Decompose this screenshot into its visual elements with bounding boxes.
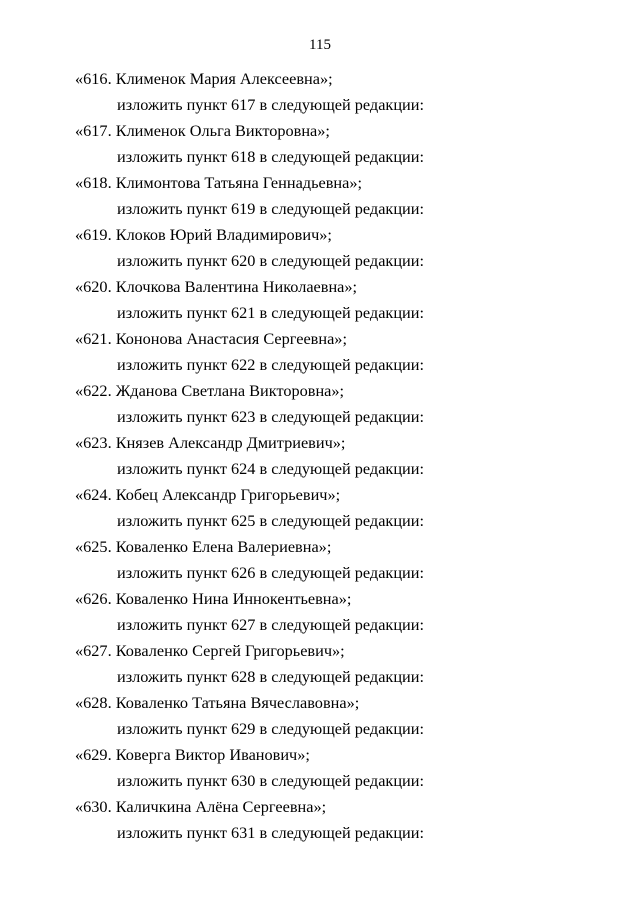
amendment-instruction: изложить пункт 621 в следующей редакции: [117,303,425,322]
amendment-instruction: изложить пункт 618 в следующей редакции: [117,147,425,166]
amendment-instruction: изложить пункт 629 в следующей редакции: [117,719,425,738]
amendment-entry: «628. Коваленко Татьяна Вячеславовна»; [75,693,360,712]
amendment-instruction: изложить пункт 625 в следующей редакции: [117,511,425,530]
amendment-instruction: изложить пункт 620 в следующей редакции: [117,251,425,270]
page-number: 115 [309,37,331,53]
document-body [0,66,640,846]
amendment-instruction: изложить пункт 622 в следующей редакции: [117,355,425,374]
amendment-entry: «616. Клименок Мария Алексеевна»; [75,69,333,88]
amendment-entry: «624. Кобец Александр Григорьевич»; [75,485,341,504]
amendment-instruction: изложить пункт 630 в следующей редакции: [117,771,425,790]
amendment-entry: «627. Коваленко Сергей Григорьевич»; [75,641,345,660]
amendment-entry: «629. Коверга Виктор Иванович»; [75,745,310,764]
amendment-entry: «626. Коваленко Нина Иннокентьевна»; [75,589,352,608]
amendment-entry: «630. Каличкина Алёна Сергеевна»; [75,797,327,816]
amendment-instruction: изложить пункт 617 в следующей редакции: [117,95,425,114]
amendment-instruction: изложить пункт 631 в следующей редакции: [117,823,425,842]
amendment-instruction: изложить пункт 627 в следующей редакции: [117,615,425,634]
amendment-entry: «625. Коваленко Елена Валериевна»; [75,537,332,556]
amendment-instruction: изложить пункт 623 в следующей редакции: [117,407,425,426]
amendment-entry: «622. Жданова Светлана Викторовна»; [75,381,345,400]
amendment-entry: «619. Клоков Юрий Владимирович»; [75,225,332,244]
amendment-instruction: изложить пункт 624 в следующей редакции: [117,459,425,478]
amendment-instruction: изложить пункт 626 в следующей редакции: [117,563,425,582]
amendment-entry: «618. Климонтова Татьяна Геннадьевна»; [75,173,363,192]
amendment-entry: «623. Князев Александр Дмитриевич»; [75,433,346,452]
amendment-entry: «621. Кононова Анастасия Сергеевна»; [75,329,347,348]
amendment-entry: «617. Клименок Ольга Викторовна»; [75,121,330,140]
amendment-instruction: изложить пункт 619 в следующей редакции: [117,199,425,218]
amendment-entry: «620. Клочкова Валентина Николаевна»; [75,277,358,296]
amendment-instruction: изложить пункт 628 в следующей редакции: [117,667,425,686]
